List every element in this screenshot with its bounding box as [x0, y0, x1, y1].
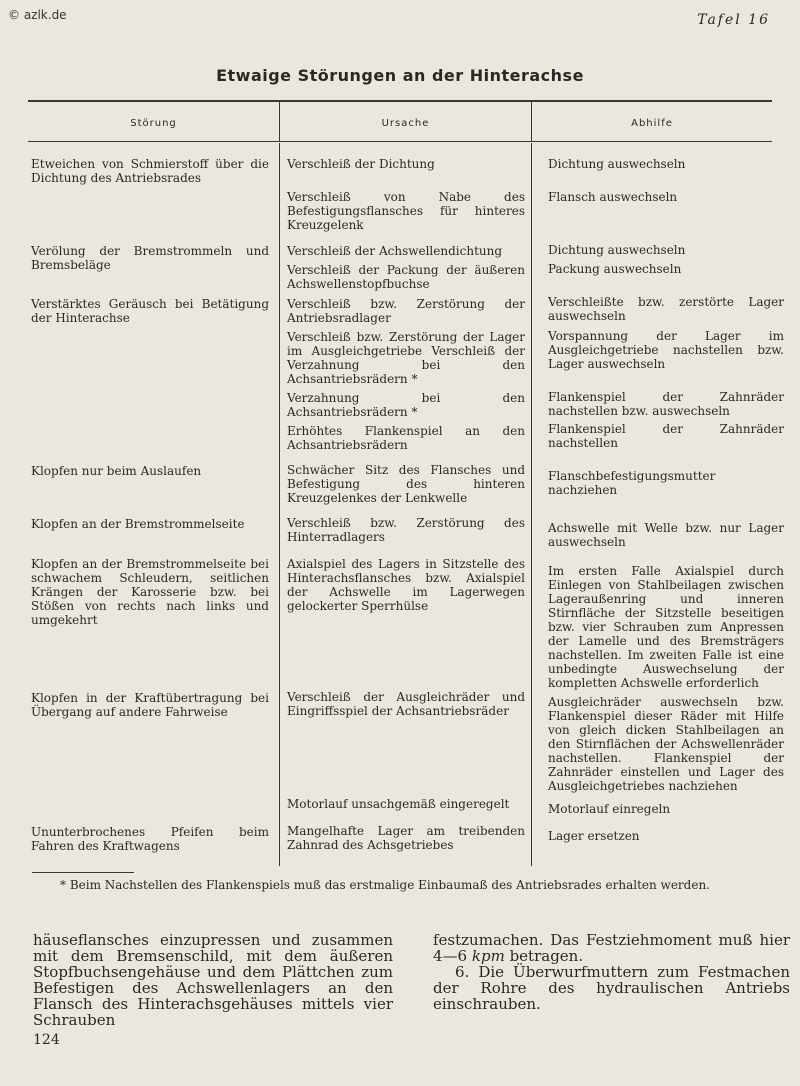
abhilfe-cell: Flankenspiel der Zahnräder nachstellen bzw. auswechseln — [548, 390, 784, 418]
ursache-cell: Verschleiß von Nabe des Befestigungsflansches für hinteres Kreuzgelenk — [287, 190, 525, 232]
ursache-cell: Verzahnung bei den Achsantriebsrädern * — [287, 391, 525, 419]
ursache-cell: Verschleiß der Packung der äußeren Achswellenstopfbuchse — [287, 263, 525, 291]
ursache-cell: Schwächer Sitz des Flansches und Befestigung des hinteren Kreuzgelenkes der Lenkwelle — [287, 463, 525, 505]
watermark: © azlk.de — [8, 8, 67, 22]
torque-unit: kpm — [471, 947, 505, 965]
ursache-cell: Axialspiel des Lagers in Sitzstelle des Hinterachsflansches bzw. Axialspiel der Achswelle im Lagerwegen gelockerter Sperrhülse — [287, 557, 525, 613]
abhilfe-cell: Flankenspiel der Zahnräder nachstellen — [548, 422, 784, 450]
stoerung-cell: Klopfen an der Bremstrommelseite bei schwachem Schleudern, seitlichen Krängen der Karosserie bzw. bei Stößen von rechts nach links und umgekehrt — [31, 557, 269, 627]
abhilfe-cell: Verschleißte bzw. zerstörte Lager auswechseln — [548, 295, 784, 323]
column-header-ursache: Ursache — [381, 118, 430, 129]
abhilfe-cell: Ausgleichräder auswechseln bzw. Flankenspiel dieser Räder mit Hilfe von gleich dicken Stahlbeilagen an den Stirnflächen der Achswellenräder nachstellen. Flankenspiel der Zahnräder einstellen und Lager des Ausgleichgetriebes nachziehen — [548, 695, 784, 793]
body-text-right-a: festzumachen. Das Festziehmoment muß hier 4—6 — [433, 931, 790, 965]
abhilfe-cell: Motorlauf einregeln — [548, 802, 671, 816]
abhilfe-cell: Lager ersetzen — [548, 829, 640, 843]
ursache-cell: Verschleiß bzw. Zerstörung der Antriebsradlager — [287, 297, 525, 325]
abhilfe-cell: Dichtung auswechseln — [548, 243, 686, 257]
stoerung-cell: Klopfen in der Kraftübertragung bei Übergang auf andere Fahrweise — [31, 691, 269, 719]
footnote-rule — [32, 872, 134, 873]
ursache-cell: Verschleiß der Dichtung — [287, 157, 435, 171]
ursache-cell: Verschleiß bzw. Zerstörung der Lager im Ausgleichgetriebe Verschleiß der Verzahnung bei den Achsantriebsrädern * — [287, 330, 525, 386]
ursache-cell: Verschleiß bzw. Zerstörung des Hinterradlagers — [287, 516, 525, 544]
abhilfe-cell: Dichtung auswechseln — [548, 157, 686, 171]
abhilfe-cell: Achswelle mit Welle bzw. nur Lager auswechseln — [548, 521, 784, 549]
body-text-right-b: betragen. — [509, 947, 584, 965]
body-text-right-p2: 6. Die Überwurfmuttern zum Festmachen der Rohre des hydraulischen Antriebs einschrauben. — [433, 963, 790, 1013]
stoerung-cell: Klopfen nur beim Auslaufen — [31, 464, 202, 478]
table-header-rule — [28, 141, 772, 142]
plate-label: Tafel 16 — [697, 12, 770, 28]
stoerung-cell: Verölung der Bremstrommeln und Bremsbeläge — [31, 244, 269, 272]
stoerung-cell: Etweichen von Schmierstoff über die Dichtung des Antriebsrades — [31, 157, 269, 185]
column-header-abhilfe: Abhilfe — [631, 118, 673, 129]
stoerung-cell: Verstärktes Geräusch bei Betätigung der Hinterachse — [31, 297, 269, 325]
table-top-rule — [28, 100, 772, 102]
abhilfe-cell: Im ersten Falle Axialspiel durch Einlegen von Stahlbeilagen zwischen Lageraußenring und inneren Stirnfläche der Sitzstelle beseitigen bzw. vier Schrauben zum Anpressen der Lamelle und des Bremsträgers nachstellen. Im zweiten Falle ist eine unbedingte Auswechselung der kompletten Achswelle erforderlich — [548, 564, 784, 690]
ursache-cell: Verschleiß der Achswellendichtung — [287, 244, 503, 258]
page-number: 124 — [33, 1032, 60, 1048]
stoerung-cell: Ununterbrochenes Pfeifen beim Fahren des Kraftwagens — [31, 825, 269, 853]
column-header-stoerung: Störung — [130, 118, 177, 129]
abhilfe-cell: Flanschbefestigungsmutter nachziehen — [548, 469, 716, 497]
abhilfe-cell: Packung auswechseln — [548, 262, 682, 276]
column-divider-1 — [279, 143, 280, 866]
abhilfe-cell: Flansch auswechseln — [548, 190, 678, 204]
body-text-right — [433, 932, 790, 1012]
abhilfe-cell: Vorspannung der Lager im Ausgleichgetriebe nachstellen bzw. Lager auswechseln — [548, 329, 784, 371]
ursache-cell: Verschleiß der Ausgleichräder und Eingriffsspiel der Achsantriebsräder — [287, 690, 525, 718]
column-divider-2 — [531, 143, 532, 866]
stoerung-cell: Klopfen an der Bremstrommelseite — [31, 517, 245, 531]
ursache-cell: Mangelhafte Lager am treibenden Zahnrad des Achsgetriebes — [287, 824, 525, 852]
ursache-cell: Motorlauf unsachgemäß eingeregelt — [287, 797, 510, 811]
body-text-left: häuseflansches einzupressen und zusammen mit dem Bremsenschild, mit dem äußeren Stopfbuchsengehäuse und dem Plättchen zum Befestigen des Achswellenlagers an den Flansch des Hinterachsgehäuses mittels vier Schrauben — [33, 931, 393, 1029]
footnote: * Beim Nachstellen des Flankenspiels muß das erstmalige Einbaumaß des Antriebsrades erhalten werden. — [60, 878, 710, 892]
ursache-cell: Erhöhtes Flankenspiel an den Achsantriebsrädern — [287, 424, 525, 452]
page-title: Etwaige Störungen an der Hinterachse — [216, 66, 584, 85]
